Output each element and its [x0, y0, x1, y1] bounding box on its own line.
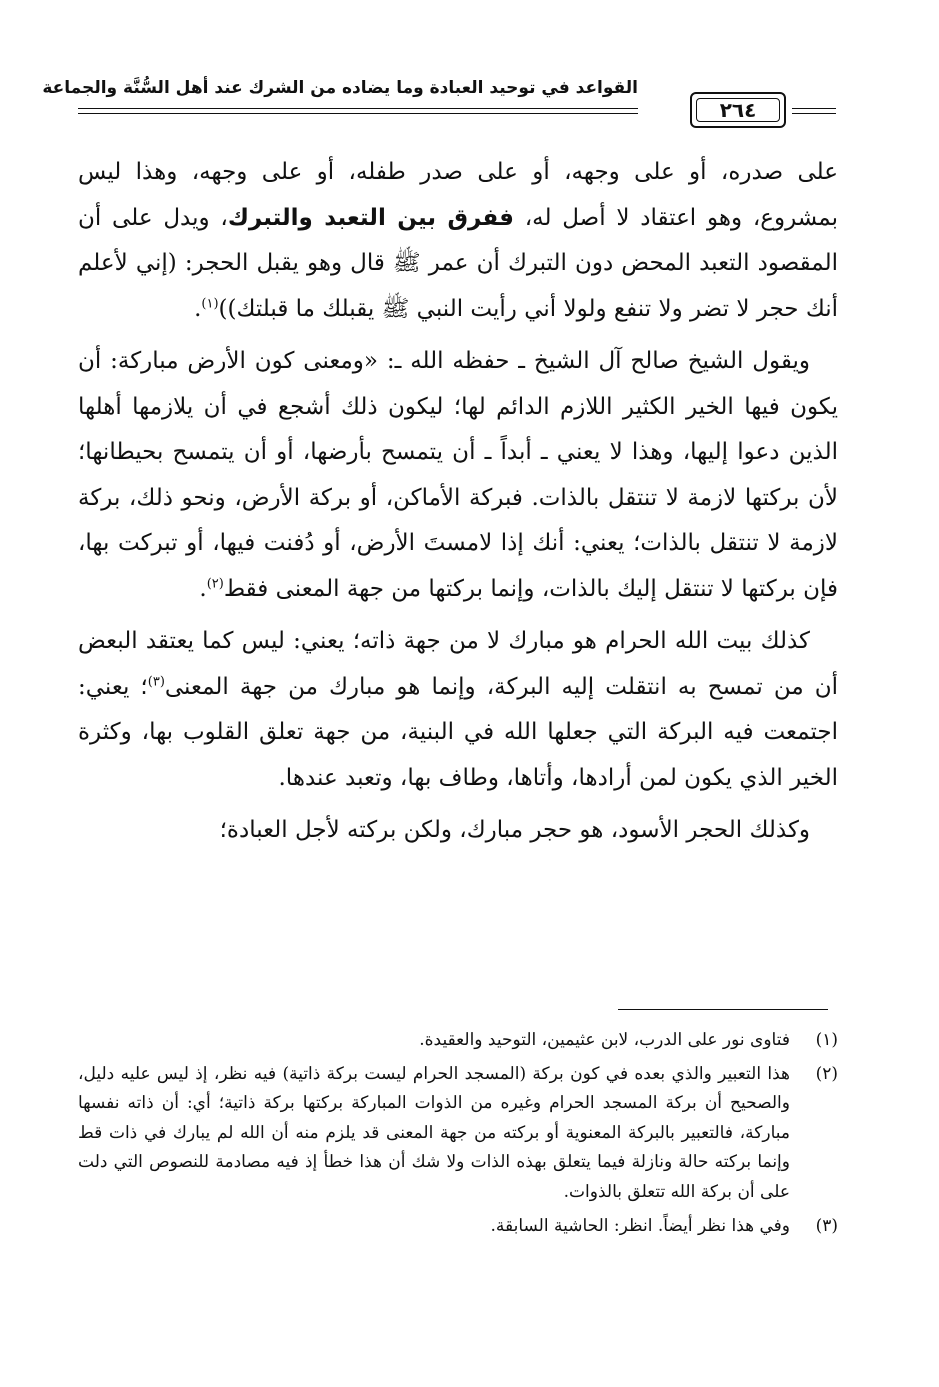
- footnote-reference[interactable]: (١): [201, 295, 219, 311]
- main-text: [78, 150, 838, 861]
- footnotes: [78, 1026, 838, 1245]
- header-rule: [792, 108, 836, 109]
- page-header: [42, 70, 838, 140]
- header-rule: [78, 113, 638, 114]
- paragraph-text: على صدره، أو على وجهه، أو على صدر طفله، أو على وجهه، وهذا ليس بمشروع، وهو اعتقاد لا أصل له،: [78, 159, 839, 231]
- paragraph-end: .: [194, 295, 202, 322]
- footnote-separator: [618, 1009, 828, 1010]
- running-title: القواعد في توحيد العبادة وما يضاده من الشرك عند أهل السُّنَّة والجماعة: [42, 78, 638, 98]
- footnote-text: هذا التعبير والذي بعده في كون بركة (المسجد الحرام ليست بركة ذاتية) فيه نظر، إذ ليس عليه دليل، والصحيح أن بركة المسجد الحرام وغيره من الذوات المباركة بركتها بركة ذاتية؛ أي: أن ذاته نفسها مباركة، فالتعبير بالبركة المعنوية أو بركته من جهة المعنى قد يلزم منه أن الله لم يبارك في ذات قط وإنما بركته حالة ونازلة فيما يتعلق بهذه الذات ولا شك أن هذا خطأ إذ فيه مصادمة للنصوص التي دلت على أن بركة الله تتعلق بالذوات.: [78, 1063, 790, 1202]
- bold-phrase: ففرق بين التعبد والتبرك: [227, 204, 514, 231]
- paragraph-text: وكذلك الحجر الأسود، هو حجر مبارك، ولكن بركته لأجل العبادة؛: [219, 817, 810, 843]
- paragraph: [78, 150, 838, 332]
- footnote-reference[interactable]: (٢): [206, 575, 224, 591]
- paragraph-text: ، ويدل على أن المقصود التعبد المحض دون التبرك أن عمر ﷺ قال وهو يقبل الحجر: (إني لأعلم أنك حجر لا تضر ولا تنفع ولولا أني رأيت النبي ﷺ يقبلك ما قبلتك)): [78, 204, 838, 322]
- paragraph-text: كذلك بيت الله الحرام هو مبارك لا من جهة ذاته؛ يعني: ليس كما يعتقد البعض أن من تمسح به انتقلت إليه البركة، وإنما هو مبارك من جهة المعنى: [78, 628, 839, 700]
- header-rule: [792, 113, 836, 114]
- footnote-reference[interactable]: (٣): [147, 673, 165, 689]
- header-rule: [78, 108, 638, 109]
- page-number-frame: [690, 92, 786, 128]
- footnote-text: فتاوى نور على الدرب، لابن عثيمين، التوحيد والعقيدة.: [419, 1030, 790, 1050]
- footnote-text: وفي هذا نظر أيضاً. انظر: الحاشية السابقة.: [490, 1215, 790, 1236]
- paragraph-text: ويقول الشيخ صالح آل الشيخ ـ حفظه الله ـ: «ومعنى كون الأرض مباركة: أن يكون فيها الخير الكثير اللازم الدائم لها؛ ليكون ذلك أشجع في أن يلازمها أهلها الذين دعوا إليها، وهذا لا يعني ـ أبداً ـ أن يتمسح بأرضها، أو أن يتمسح بحيطانها؛ لأن بركتها لازمة لا تنتقل بالذات. فبركة الأماكن، أو بركة الأرض، ونحو ذلك، بركة لازمة لا تنتقل بالذات؛ يعني: أنك إذا لامستَ الأرض، أو دُفنت فيها، أو تبركت بها، فإن بركتها لا تنتقل إليك بالذات، وإنما بركتها من جهة المعنى فقط: [78, 348, 838, 602]
- footnote: [78, 1060, 838, 1208]
- paragraph: [78, 808, 838, 854]
- paragraph: [78, 619, 838, 801]
- footnote-number: (٣): [815, 1215, 838, 1236]
- paragraph-end: .: [199, 575, 207, 602]
- footnote-number: (٢): [815, 1063, 838, 1084]
- paragraph: [78, 339, 838, 612]
- footnote: [78, 1212, 838, 1242]
- footnote: [78, 1026, 838, 1056]
- paragraph-text: ؛ يعني: اجتمعت فيه البركة التي جعلها الله في البنية، من جهة تعلق القلوب بها، وكثرة الخير الذي يكون لمن أرادها، وأتاها، وطاف بها، وتعبد عندها.: [78, 673, 838, 791]
- footnote-number: (١): [815, 1030, 838, 1050]
- page-number: ٢٦٤: [719, 98, 757, 122]
